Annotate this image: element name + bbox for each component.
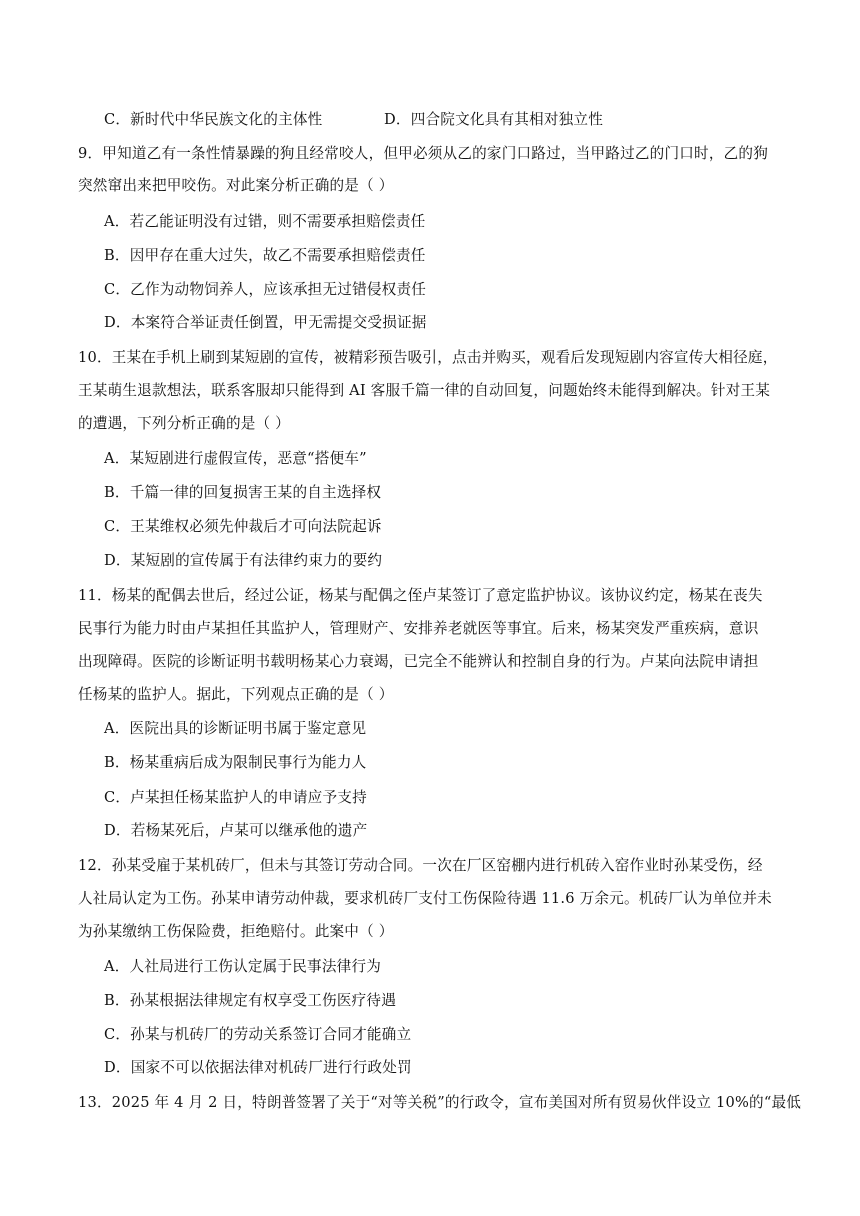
option-d: D．国家不可以依据法律对机砖厂进行行政处罚 — [104, 1059, 412, 1076]
question-stem-line: 民事行为能力时由卢某担任其监护人，管理财产、安排养老就医等事宜。后来，杨某突发严重疾病，意识 — [78, 620, 759, 637]
option-c: C．孙某与机砖厂的劳动关系签订合同才能确立 — [104, 1026, 412, 1043]
option-b: B．因甲存在重大过失，故乙不需要承担赔偿责任 — [104, 247, 426, 264]
option-c: C．乙作为动物饲养人，应该承担无过错侵权责任 — [104, 281, 427, 298]
q8-option-c: C．新时代中华民族文化的主体性 — [104, 111, 323, 128]
question-stem-line: 10．王某在手机上刷到某短剧的宣传，被精彩预告吸引，点击并购买，观看后发现短剧内容宣传大相径庭， — [78, 349, 778, 366]
question-stem-line: 突然窜出来把甲咬伤。对此案分析正确的是（ ） — [78, 177, 394, 194]
option-a: A．医院出具的诊断证明书属于鉴定意见 — [104, 720, 367, 737]
q8-option-d: D．四合院文化具有其相对独立性 — [384, 111, 604, 128]
option-d: D．某短剧的宣传属于有法律约束力的要约 — [104, 552, 383, 569]
option-a: A．若乙能证明没有过错，则不需要承担赔偿责任 — [104, 213, 426, 230]
option-b: B．杨某重病后成为限制民事行为能力人 — [104, 754, 367, 771]
question-stem-line: 出现障碍。医院的诊断证明书载明杨某心力衰竭，已完全不能辨认和控制自身的行为。卢某向法院申请担 — [78, 653, 759, 670]
option-b: B．千篇一律的回复损害王某的自主选择权 — [104, 484, 382, 501]
option-a: A．某短剧进行虚假宣传，恶意“搭便车” — [104, 450, 367, 467]
question-stem-line: 13．2025 年 4 月 2 日，特朗普签署了关于“对等关税”的行政令，宣布美国对所有贸易伙伴设立 10%的“最低 — [78, 1094, 802, 1111]
question-stem-line: 的遭遇，下列分析正确的是（ ） — [78, 415, 290, 432]
question-stem-line: 11．杨某的配偶去世后，经过公证，杨某与配偶之侄卢某签订了意定监护协议。该协议约定，杨某在丧失 — [78, 587, 763, 604]
question-stem-line: 王某萌生退款想法，联系客服却只能得到 AI 客服千篇一律的自动回复，问题始终未能得到解决。针对王某 — [78, 382, 771, 399]
question-stem-line: 任杨某的监护人。据此，下列观点正确的是（ ） — [78, 686, 394, 703]
option-b: B．孙某根据法律规定有权享受工伤医疗待遇 — [104, 992, 397, 1009]
option-d: D．若杨某死后，卢某可以继承他的遗产 — [104, 822, 368, 839]
option-d: D．本案符合举证责任倒置，甲无需提交受损证据 — [104, 314, 427, 331]
option-c: C．王某维权必须先仲裁后才可向法院起诉 — [104, 518, 382, 535]
question-stem-line: 9．甲知道乙有一条性情暴躁的狗且经常咬人，但甲必须从乙的家门口路过，当甲路过乙的门口时，乙的狗 — [78, 145, 769, 162]
option-a: A．人社局进行工伤认定属于民事法律行为 — [104, 958, 382, 975]
question-stem-line: 人社局认定为工伤。孙某申请劳动仲裁，要求机砖厂支付工伤保险待遇 11.6 万余元。机砖厂认为单位并未 — [78, 890, 772, 907]
question-stem-line: 12．孙某受雇于某机砖厂，但未与其签订劳动合同。一次在厂区窑棚内进行机砖入窑作业时孙某受伤，经 — [78, 857, 763, 874]
question-stem-line: 为孙某缴纳工伤保险费，拒绝赔付。此案中（ ） — [78, 923, 394, 940]
option-c: C．卢某担任杨某监护人的申请应予支持 — [104, 789, 367, 806]
